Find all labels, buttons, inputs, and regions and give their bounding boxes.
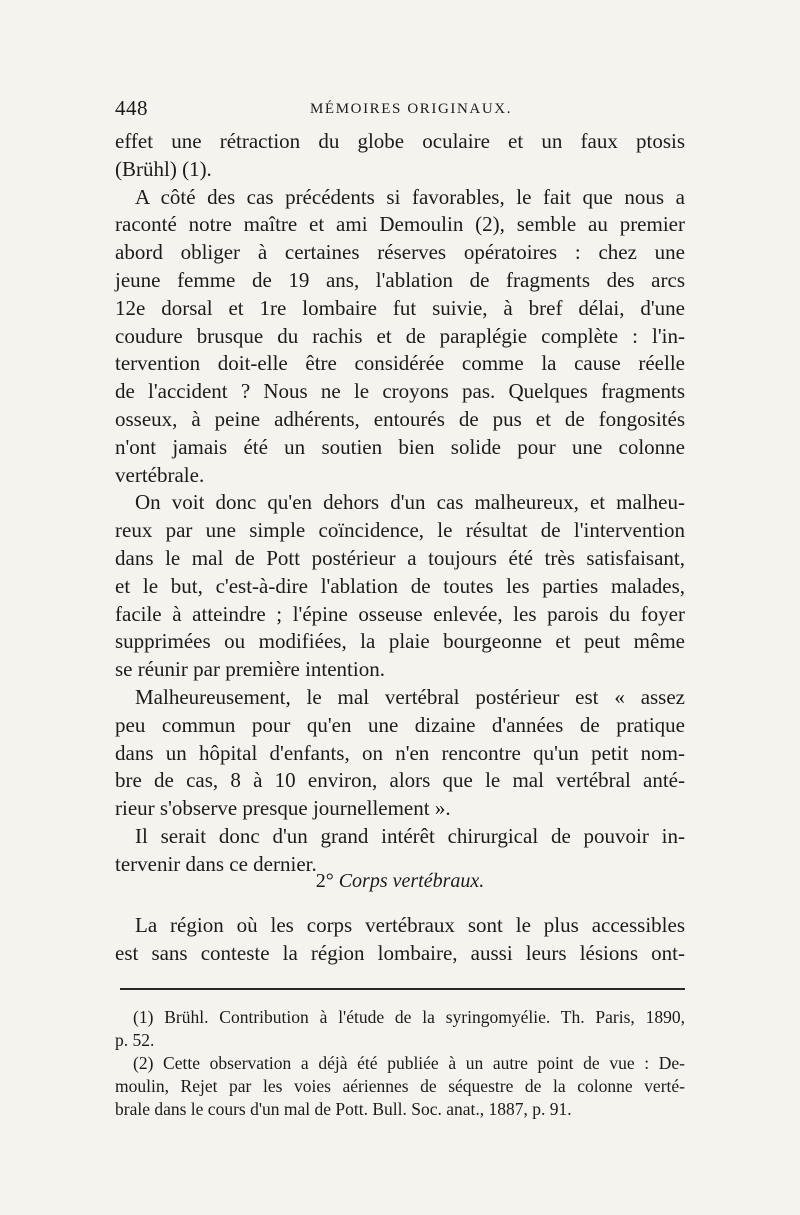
text-line: dans le mal de Pott postérieur a toujours été très satisfaisant, bbox=[115, 545, 685, 570]
text-line: tervention doit-elle être considérée comme la cause réelle bbox=[115, 351, 685, 376]
page-number: 448 bbox=[115, 96, 148, 120]
text-line: osseux, à peine adhérents, entourés de pus et de fongosités bbox=[115, 406, 685, 431]
text-line: facile à atteindre ; l'épine osseuse enlevée, les parois du foyer bbox=[115, 601, 685, 626]
text-line: se réunir par première intention. bbox=[115, 657, 385, 682]
footnote-line: (2) Cette observation a déjà été publiée à un autre point de vue : De- bbox=[133, 1053, 685, 1073]
page-header bbox=[115, 96, 685, 126]
body-text-continued bbox=[115, 912, 685, 968]
text-line: et le but, c'est-à-dire l'ablation de toutes les parties malades, bbox=[115, 573, 685, 598]
text-line: On voit donc qu'en dehors d'un cas malheureux, et malheu- bbox=[135, 490, 685, 515]
text-line: rieur s'observe presque journellement ». bbox=[115, 796, 451, 821]
text-line: abord obliger à certaines réserves opératoires : chez une bbox=[115, 240, 685, 265]
body-text bbox=[115, 128, 685, 879]
text-line: raconté notre maître et ami Demoulin (2), semble au premier bbox=[115, 212, 685, 237]
footnote-line: (1) Brühl. Contribution à l'étude de la syringomyélie. Th. Paris, 1890, bbox=[133, 1007, 685, 1027]
footnote-line: brale dans le cours d'un mal de Pott. Bull. Soc. anat., 1887, p. 91. bbox=[115, 1099, 572, 1119]
text-line: bre de cas, 8 à 10 environ, alors que le mal vertébral anté- bbox=[115, 768, 685, 793]
text-line: A côté des cas précédents si favorables, le fait que nous a bbox=[135, 184, 685, 209]
text-line: supprimées ou modifiées, la plaie bourgeonne et peut même bbox=[115, 629, 685, 654]
text-line: Malheureusement, le mal vertébral postérieur est « assez bbox=[135, 684, 685, 709]
text-line: coudure brusque du rachis et de paraplégie complète : l'in- bbox=[115, 323, 685, 348]
text-line: 12e dorsal et 1re lombaire fut suivie, à bref délai, d'une bbox=[115, 295, 685, 320]
text-line: Il serait donc d'un grand intérêt chirurgical de pouvoir in- bbox=[135, 823, 685, 848]
text-line: reux par une simple coïncidence, le résultat de l'intervention bbox=[115, 518, 685, 543]
footnote-line: p. 52. bbox=[115, 1030, 155, 1050]
text-line: tervenir dans ce dernier. bbox=[115, 851, 317, 876]
footnotes bbox=[115, 1006, 685, 1121]
text-line: dans un hôpital d'enfants, on n'en rencontre qu'un petit nom- bbox=[115, 740, 685, 765]
text-line: peu commun pour qu'en une dizaine d'années de pratique bbox=[115, 712, 685, 737]
text-line: effet une rétraction du globe oculaire et un faux ptosis bbox=[115, 129, 685, 153]
text-line: est sans conteste la région lombaire, aussi leurs lésions ont- bbox=[115, 940, 685, 965]
footnote-line: moulin, Rejet par les voies aériennes de séquestre de la colonne verté- bbox=[115, 1076, 685, 1096]
text-line: (Brühl) (1). bbox=[115, 156, 212, 181]
text-line: vertébrale. bbox=[115, 462, 205, 487]
running-head: MÉMOIRES ORIGINAUX. bbox=[310, 101, 513, 117]
section-title: Corps vertébraux. bbox=[338, 870, 485, 892]
section-heading bbox=[115, 870, 685, 893]
text-line: jeune femme de 19 ans, l'ablation de fragments des arcs bbox=[115, 267, 685, 292]
text-line: de l'accident ? Nous ne le croyons pas. Quelques fragments bbox=[115, 379, 685, 404]
footnote-divider bbox=[120, 988, 685, 990]
text-line: La région où les corps vertébraux sont le plus accessibles bbox=[135, 913, 685, 937]
text-line: n'ont jamais été un soutien bien solide pour une colonne bbox=[115, 434, 685, 459]
section-number: 2° bbox=[315, 870, 334, 892]
